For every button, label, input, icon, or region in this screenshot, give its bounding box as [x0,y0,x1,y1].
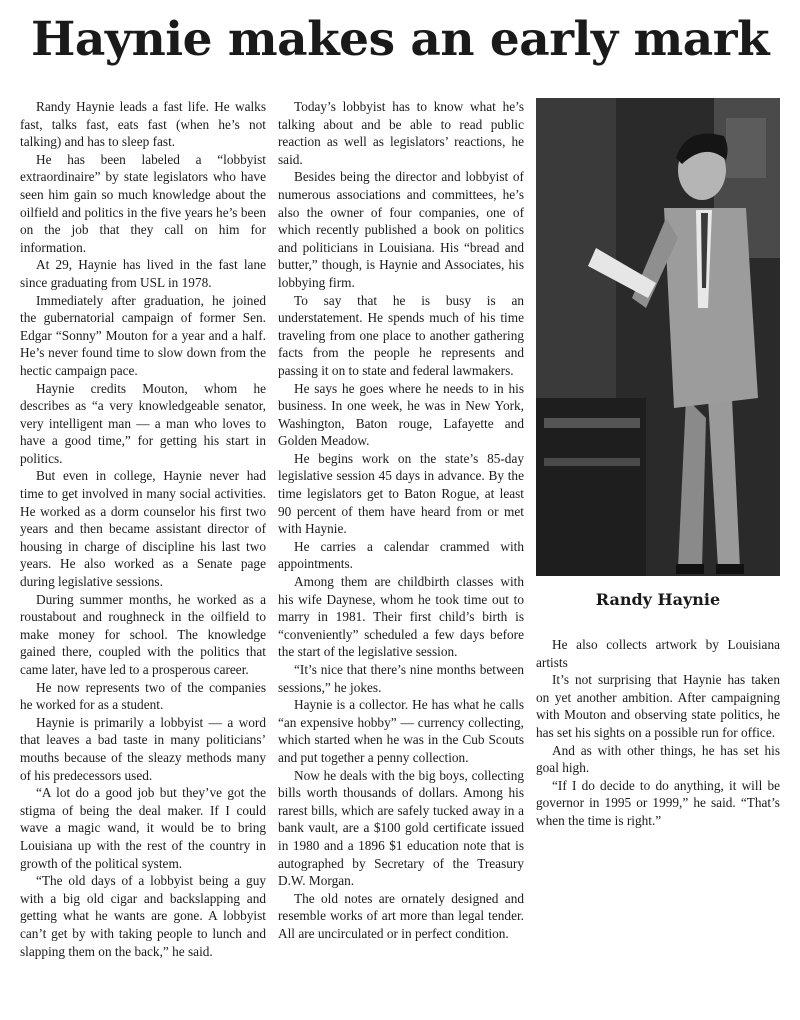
article-column-2 [278,98,524,943]
paragraph: Randy Haynie leads a fast life. He walks fast, talks fast, eats fast (when he’s not talking) and has to sleep fast. [20,99,266,150]
paragraph: “If I do decide to do anything, it will be governor in 1995 or 1999,” he said. “That’s when the time is right.” [536,777,780,828]
paragraph: Among them are childbirth classes with his wife Daynese, whom he took time out to marry in 1981. Their first child’s birth is “conveniently” scheduled a few days before the start of the legislative session. [278,574,524,660]
paragraph: He also collects artwork by Louisiana artists [536,637,780,670]
paragraph: Now he deals with the big boys, collecting bills worth thousands of dollars. Among his rarest bills, which are safely tucked away in a bank vault, are a $100 gold certificate issued in 1980 and a 1896 $1 education note that is autographed by Secretary of the Treasury D.W. Morgan. [278,767,524,889]
paragraph: It’s not surprising that Haynie has taken on yet another ambition. After campaigning with Mouton and observing state politics, he has set his sights on a possible run for office. [536,672,780,740]
article-column-3 [536,636,780,830]
paragraph: He begins work on the state’s 85-day legislative session 45 days in advance. By the time legislators get to Baton Rogue, at least 90 percent of them have heard from or met with Haynie. [278,450,524,537]
paragraph: Besides being the director and lobbyist of numerous associations and committees, he’s also the owner of four companies, one of which recently published a book on politics and politicians in Louisiana. His “bread and butter,” though, is Haynie and Associates, his lobbying firm. [278,169,524,290]
paragraph: And as with other things, he has set his goal high. [536,742,780,776]
paragraph: The old notes are ornately designed and resemble works of art more than legal tender. All are uncirculated or in perfect condition. [278,890,524,941]
paragraph: “The old days of a lobbyist being a guy with a big old cigar and backslapping and getting what he wants are gone. A lobbyist can’t get by with taking people to lunch and slapping them on the back,” he said. [20,873,266,959]
paragraph: He says he goes where he needs to in his business. In one week, he was in New York, Washington, Baton rouge, Lafayette and Golden Meadow. [278,380,524,449]
paragraph: Haynie credits Mouton, whom he describes as “a very knowledgeable senator, very intelligent man — a man who loves to have a good time,” for getting his start in politics. [20,380,266,466]
headline: Haynie makes an early mark [30,12,770,67]
paragraph: At 29, Haynie has lived in the fast lane since graduating from USL in 1978. [20,257,266,290]
paragraph: Immediately after graduation, he joined the gubernatorial campaign of former Sen. Edgar “Sonny” Mouton for a year and a half. He’s never found time to slow down from the hectic campaign pace. [20,292,266,378]
article-column-1 [20,98,266,960]
photo-caption: Randy Haynie [595,590,721,609]
paragraph: He carries a calendar crammed with appointments. [278,538,524,572]
paragraph: Today’s lobbyist has to know what he’s talking about and be able to read public reaction as well as legislators’ reactions, he said. [278,99,524,167]
paragraph: Haynie is primarily a lobbyist — a word that leaves a bad taste in many politicians’ mouths because of the sleazy methods many of his predecessors used. [20,714,266,783]
paragraph: But even in college, Haynie never had time to get involved in many social activities. He worked as a dorm counselor his first two years and then became assistant director of housing in charge of discipline his last two years. He also worked as a Senate page during legislative sessions. [20,468,266,590]
paragraph: He now represents two of the companies he worked for as a student. [20,679,266,713]
paragraph: During summer months, he worked as a roustabout and roughneck in the oilfield to make money for school. The knowledge gained there, coupled with the politics that came later, have led to a prosperous career. [20,591,266,677]
paragraph: To say that he is busy is an understatement. He spends much of his time traveling from one place to another gathering facts from the people he represents and passing it on to state and federal lawmakers. [278,292,524,378]
portrait-photo [536,98,780,576]
photo-illustration [536,98,780,576]
paragraph: Haynie is a collector. He has what he calls “an expensive hobby” — currency collecting, which started when he was in the Cub Scouts and put together a penny collection. [278,697,524,765]
paragraph: “A lot do a good job but they’ve got the stigma of being the deal maker. If I could wave a magic wand, it would be to bring Louisiana up with the rest of the country in growth of the political system. [20,785,266,871]
paragraph: “It’s nice that there’s nine months between sessions,” he jokes. [278,662,524,695]
paragraph: He has been labeled a “lobbyist extraordinaire” by state legislators who have seen him gain so much knowledge about the oilfield and politics in the five years he’s been on the job that they call on him for information. [20,151,266,255]
